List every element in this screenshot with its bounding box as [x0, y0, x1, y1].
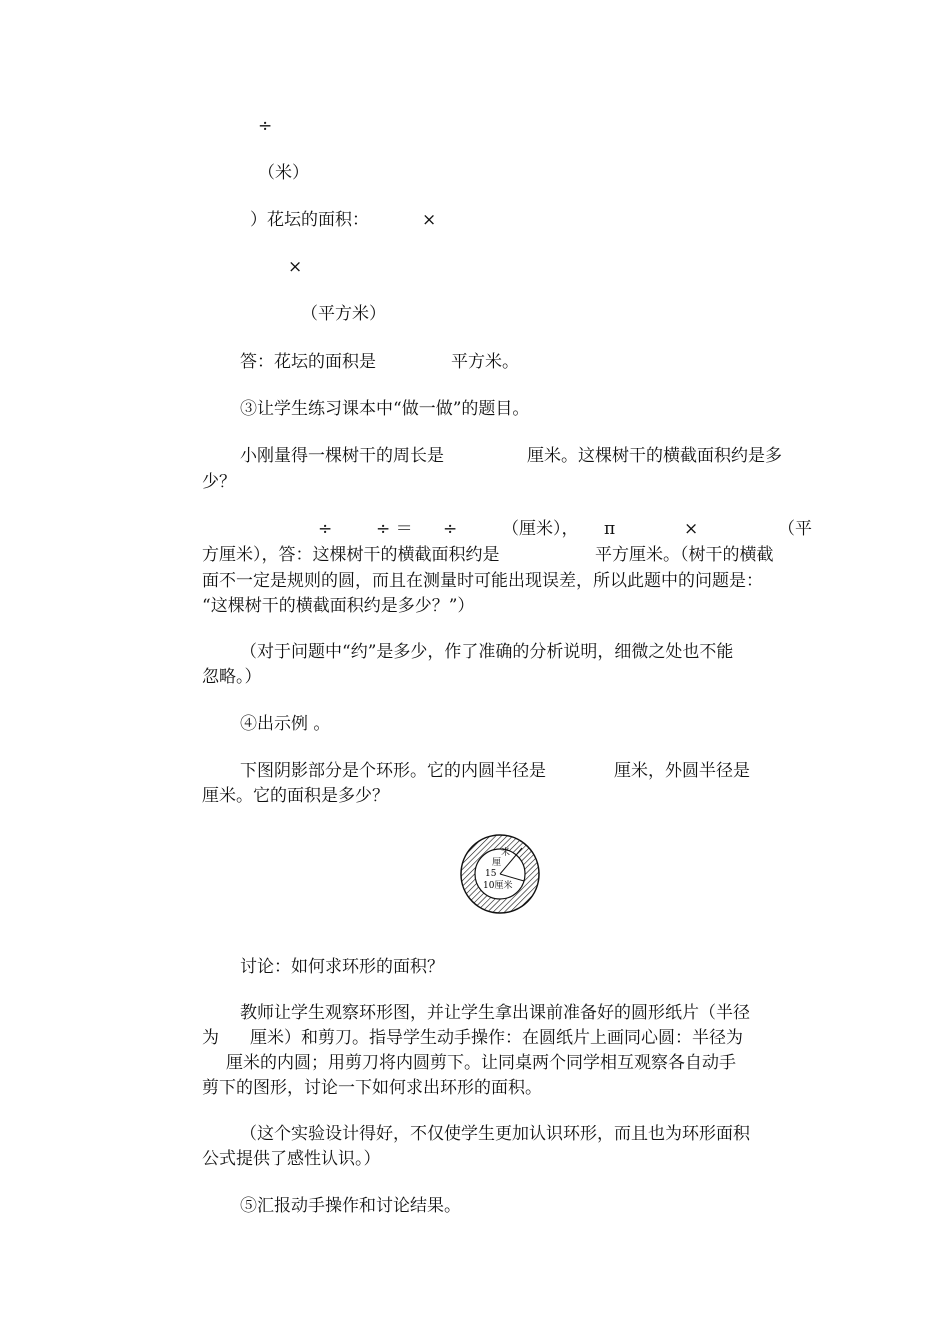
problem2-text: 厘米。它的面积是多少？ — [202, 786, 389, 806]
pi-symbol: π — [604, 519, 616, 539]
note-text: （这个实验设计得好，不仅使学生更加认识环形，而且也为环形面积 — [240, 1124, 750, 1144]
teacher-text: 剪下的图形，讨论一下如何求出环形的面积。 — [202, 1078, 542, 1098]
unit-square-meter: （平方米） — [301, 304, 386, 324]
solution-text: 面不一定是规则的圆，而且在测量时可能出现误差，所以此题中的问题是： — [202, 571, 763, 591]
solution-token: × — [684, 519, 699, 539]
solution-token: ÷ — [318, 519, 333, 539]
step-3: ③让学生练习课本中“做一做”的题目。 — [240, 399, 530, 419]
problem2-text: 厘米，外圆半径是 — [614, 761, 750, 781]
step-4: ④出示例 。 — [240, 714, 331, 734]
note-text: 公式提供了感性认识。） — [202, 1149, 381, 1169]
flowerbed-area-label: ）花坛的面积： — [250, 210, 369, 230]
figure-label: 厘 — [492, 858, 502, 868]
problem2-text: 下图阴影部分是个环形。它的内圆半径是 — [240, 761, 546, 781]
answer-unit: 平方米。 — [451, 352, 519, 372]
multiply-sign: × — [422, 210, 437, 230]
teacher-text: 厘米的内圆；用剪刀将内圆剪下。让同桌两个同学相互观察各自动手 — [226, 1053, 736, 1073]
problem1-text: 厘米。这棵树干的横截面积约是多 — [527, 446, 782, 466]
multiply-sign: × — [288, 257, 303, 277]
solution-token: ÷ — [443, 519, 458, 539]
problem1-text: 小刚量得一棵树干的周长是 — [240, 446, 444, 466]
solution-text: 平方厘米。（树干的横截 — [595, 545, 774, 565]
problem1-text: 少？ — [202, 472, 236, 492]
figure-label: 15 — [485, 869, 497, 879]
teacher-text: 教师让学生观察环形图，并让学生拿出课前准备好的圆形纸片（半径 — [240, 1003, 750, 1023]
solution-token: （厘米）， — [502, 519, 579, 539]
unit-meter: （米） — [258, 163, 309, 183]
annulus-figure — [455, 831, 545, 921]
figure-label: 米 — [501, 848, 511, 858]
answer-text: 答：花坛的面积是 — [240, 352, 376, 372]
discussion-prompt: 讨论：如何求环形的面积？ — [240, 957, 444, 977]
figure-label: 10厘米 — [483, 881, 513, 891]
solution-text: “这棵树干的横截面积约是多少？”） — [202, 596, 475, 616]
solution-token: ÷ ＝ — [376, 519, 413, 539]
teacher-text: 厘米）和剪刀。指导学生动手操作：在圆纸片上画同心圆：半径为 — [250, 1028, 743, 1048]
note-text: （对于问题中“约”是多少，作了准确的分析说明，细微之处也不能 — [240, 642, 734, 662]
solution-token: （平 — [778, 519, 812, 539]
solution-text: 方厘米），答：这棵树干的横截面积约是 — [202, 545, 500, 565]
teacher-text: 为 — [202, 1028, 219, 1048]
note-text: 忽略。） — [202, 667, 262, 687]
division-sign: ÷ — [258, 116, 273, 136]
step-5: ⑤汇报动手操作和讨论结果。 — [240, 1196, 461, 1216]
